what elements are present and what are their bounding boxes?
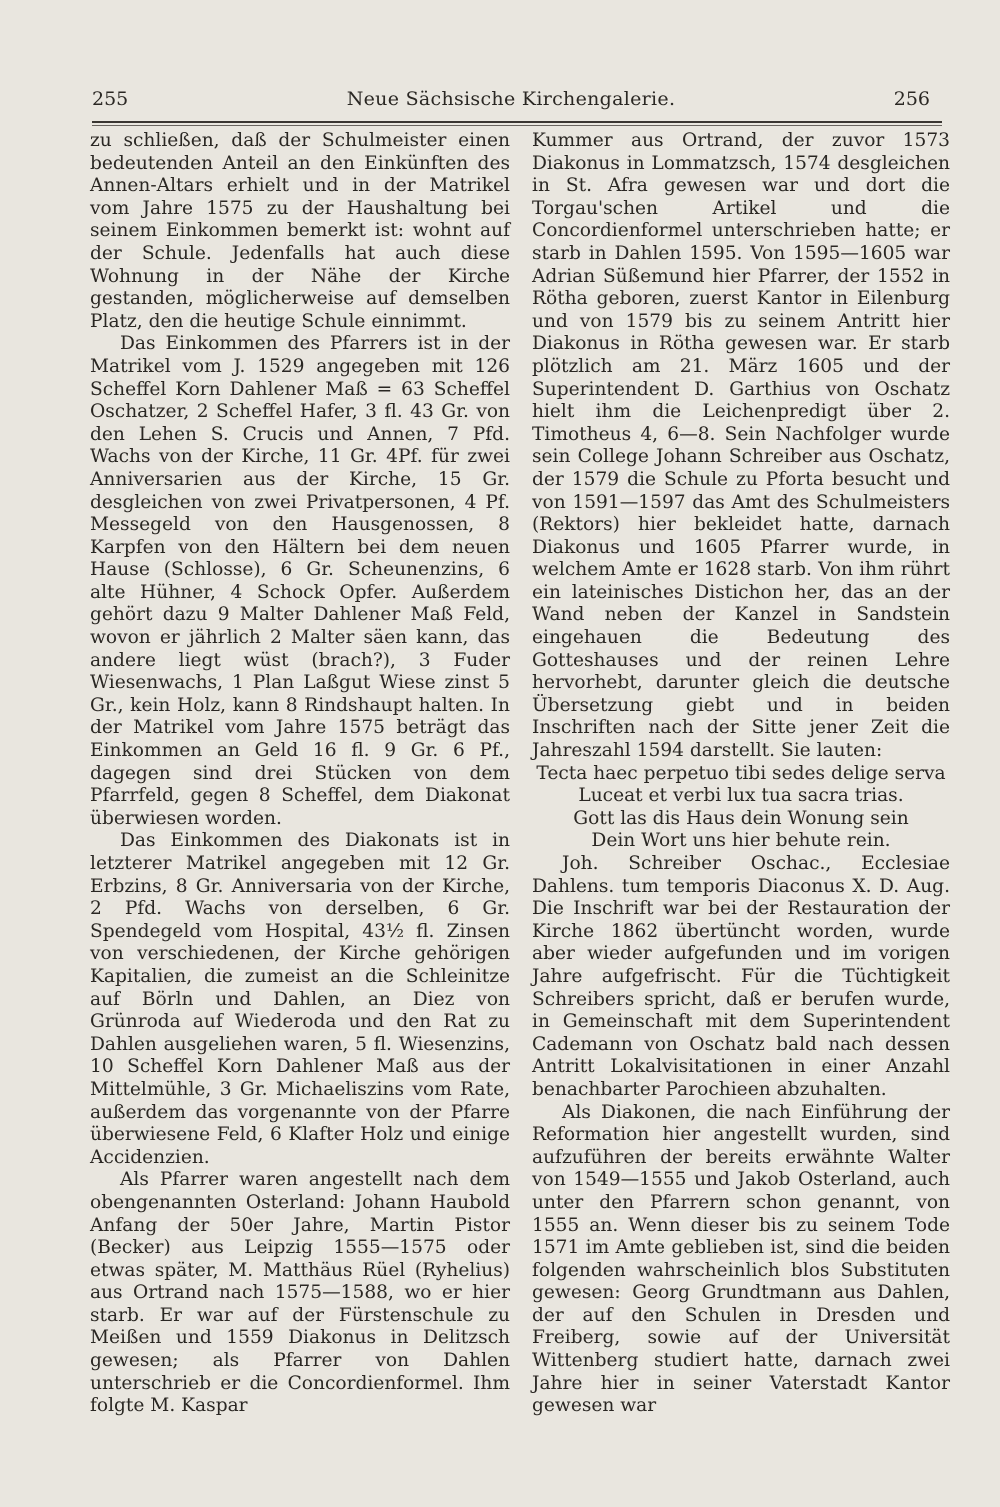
paragraph: Als Diakonen, die nach Einführung der Reformation hier angestellt wurden, sind aufzuführen der bereits erwähnte Walter von 1549—1555 und Jakob Osterland, auch unter den Pfarrern schon genannt, von 1555 an. Wenn dieser bis zu seinem Tode 1571 im Amte geblieben ist, sind die beiden folgenden wahrscheinlich blos Substituten gewesen: Georg Grundtmann aus Dahlen, der auf den Schulen in Dresden und Freiberg, sowie auf der Universität Wittenberg studiert hatte, darnach zwei Jahre hier in seiner Vaterstadt Kantor gewesen war xyxy=(532,1101,950,1417)
inscription-line: Dein Wort uns hier behute rein. xyxy=(591,830,891,852)
running-header xyxy=(92,88,930,118)
page-number-left: 255 xyxy=(92,88,129,110)
paragraph: Das Einkommen des Pfarrers ist in der Matrikel vom J. 1529 angegeben mit 126 Scheffel Korn Dahlener Maß = 63 Scheffel Oschatzer, 2 Scheffel Hafer, 3 fl. 43 Gr. von den Lehen S. Crucis und Annen, 7 Pfd. Wachs von der Kirche, 11 Gr. 4Pf. für zwei Anniversarien aus der Kirche, 15 Gr. desgleichen von zwei Privatpersonen, 4 Pf. Messegeld von den Hausgenossen, 8 Karpfen von den Hältern bei dem neuen Hause (Schlosse), 6 Gr. Scheunenzins, 6 alte Hühner, 4 Schock Opfer. Außerdem gehört dazu 9 Malter Dahlener Maß Feld, wovon er jährlich 2 Malter säen kann, das andere liegt wüst (brach?), 3 Fuder Wiesenwachs, 1 Plan Laßgut Wiese zinst 5 Gr., kein Holz, kann 8 Rindshaupt halten. In der Matrikel vom Jahre 1575 beträgt das Einkommen an Geld 16 fl. 9 Gr. 6 Pf., dagegen sind drei Stücken von dem Pfarrfeld, gegen 8 Scheffel, dem Diakonat überwiesen worden. xyxy=(90,333,510,829)
inscription-line: Tecta haec perpetuo tibi sedes delige serva xyxy=(536,762,946,784)
left-column xyxy=(90,130,510,1418)
inscription-line: Luceat et verbi lux tua sacra trias. xyxy=(578,785,904,807)
inscription-line: Gott las dis Haus dein Wonung sein xyxy=(573,807,909,829)
paragraph: Das Einkommen des Diakonats ist in letzterer Matrikel angegeben mit 12 Gr. Erbzins, 8 Gr. Anniversaria von der Kirche, 2 Pfd. Wachs von derselben, 6 Gr. Spendegeld vom Hospital, 43½ fl. Zinsen von verschiedenen, der Kirche gehörigen Kapitalien, die zumeist an die Schleinitze auf Börln und Dahlen, an Diez von Grünroda auf Wiederoda und den Rat zu Dahlen ausgeliehen waren, 5 fl. Wiesenzins, 10 Scheffel Korn Dahlener Maß aus der Mittelmühle, 3 Gr. Michaeliszins vom Rate, außerdem das vorgenannte von der Pfarre überwiesene Feld, 6 Klafter Holz und einige Accidenzien. xyxy=(90,830,510,1168)
paragraph: Joh. Schreiber Oschac., Ecclesiae Dahlens. tum temporis Diaconus X. D. Aug. Die Inschrift war bei der Restauration der Kirche 1862 übertüncht worden, wurde aber wieder aufgefunden und im vorigen Jahre aufgefrischt. Für die Tüchtigkeit Schreibers spricht, daß er berufen wurde, in Gemeinschaft mit dem Superintendent Cademann von Oschatz bald nach dessen Antritt Lokalvisitationen in einer Anzahl benachbarter Parochieen abzuhalten. xyxy=(532,853,950,1100)
paragraph: Als Pfarrer waren angestellt nach dem obengenannten Osterland: Johann Haubold Anfang der 50er Jahre, Martin Pistor (Becker) aus Leipzig 1555—1575 oder etwas später, M. Matthäus Rüel (Ryhelius) aus Ortrand nach 1575—1588, wo er hier starb. Er war auf der Fürstenschule zu Meißen und 1559 Diakonus in Delitzsch gewesen; als Pfarrer von Dahlen unterschrieb er die Concordienformel. Ihm folgte M. Kaspar xyxy=(90,1169,510,1417)
page-number-right: 256 xyxy=(893,88,930,110)
header-rule xyxy=(92,121,942,123)
paragraph: Kummer aus Ortrand, der zuvor 1573 Diakonus in Lommatzsch, 1574 desgleichen in St. Afra gewesen war und dort die Torgau'schen Artikel und die Concordienformel unterschrieben hatte; er starb in Dahlen 1595. Von 1595—1605 war Adrian Süßemund hier Pfarrer, der 1552 in Rötha geboren, zuerst Kantor in Eilenburg und von 1579 bis zu seinem Antritt hier Diakonus in Rötha gewesen war. Er starb plötzlich am 21. März 1605 und der Superintendent D. Garthius von Oschatz hielt ihm die Leichenpredigt über 2. Timotheus 4, 6—8. Sein Nachfolger wurde sein College Johann Schreiber aus Oschatz, der 1579 die Schule zu Pforta besucht und von 1591—1597 das Amt des Schulmeisters (Rektors) hier bekleidet hatte, darnach Diakonus und 1605 Pfarrer wurde, in welchem Amte er 1628 starb. Von ihm rührt ein lateinisches Distichon her, das an der Wand neben der Kanzel in Sandstein eingehauen die Bedeutung des Gotteshauses und der reinen Lehre hervorhebt, darunter gleich die deutsche Übersetzung giebt und in beiden Inschriften nach der Sitte jener Zeit die Jahreszahl 1594 darstellt. Sie lauten: xyxy=(532,130,950,762)
paragraph: zu schließen, daß der Schulmeister einen bedeutenden Anteil an den Einkünften des Annen-Altars erhielt und in der Matrikel vom Jahre 1575 zu der Haushaltung bei seinem Einkommen bemerkt ist: wohnt auf der Schule. Jedenfalls hat auch diese Wohnung in der Nähe der Kirche gestanden, möglicherweise auf demselben Platz, den die heutige Schule einnimmt. xyxy=(90,130,510,332)
right-column xyxy=(532,130,950,1418)
running-title: Neue Sächsische Kirchengalerie. xyxy=(346,88,676,110)
